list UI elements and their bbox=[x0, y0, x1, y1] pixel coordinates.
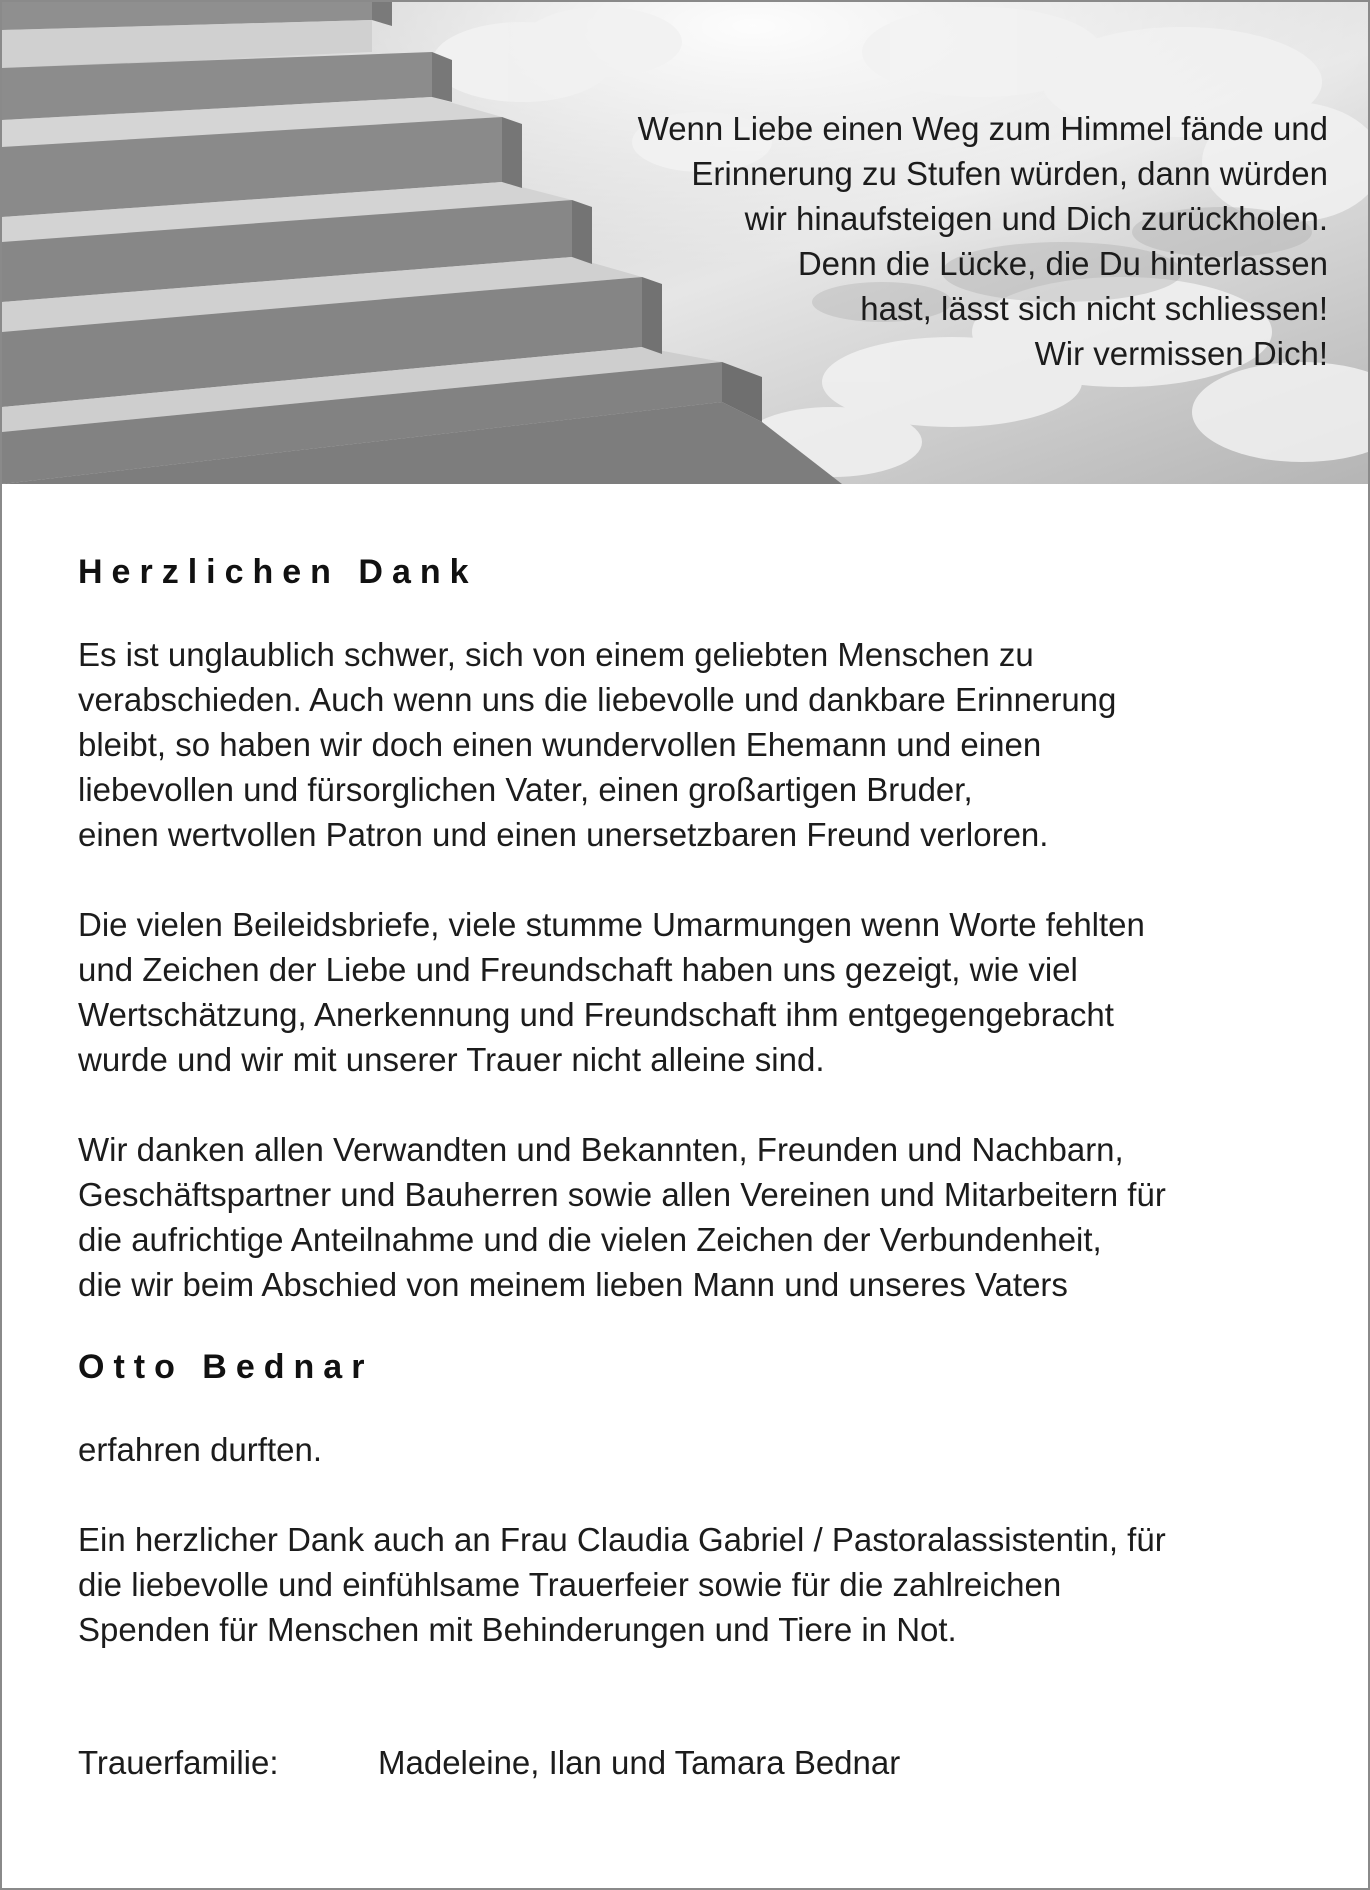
text-line: die liebevolle und einfühlsame Trauerfeier sowie für die zahlreichen bbox=[78, 1566, 1062, 1603]
thanks-heading: Herzlichen Dank bbox=[78, 553, 478, 591]
poem-line: hast, lässt sich nicht schliessen! bbox=[860, 290, 1328, 327]
text-line: und Zeichen der Liebe und Freundschaft haben uns gezeigt, wie viel bbox=[78, 951, 1078, 988]
paragraph-closing bbox=[78, 1427, 1318, 1472]
poem-line: Wenn Liebe einen Weg zum Himmel fände und bbox=[637, 110, 1328, 147]
text-line: Geschäftspartner und Bauherren sowie allen Vereinen und Mitarbeitern für bbox=[78, 1176, 1166, 1213]
text-line: Es ist unglaublich schwer, sich von einem geliebten Menschen zu bbox=[78, 636, 1034, 673]
paragraph-condolences bbox=[78, 902, 1318, 1082]
family-label: Trauerfamilie: bbox=[78, 1744, 279, 1781]
paragraph-gratitude bbox=[78, 1127, 1318, 1307]
text-line: Die vielen Beileidsbriefe, viele stumme Umarmungen wenn Worte fehlten bbox=[78, 906, 1145, 943]
text-line: Spenden für Menschen mit Behinderungen und Tiere in Not. bbox=[78, 1611, 957, 1648]
poem-line: Denn die Lücke, die Du hinterlassen bbox=[797, 245, 1328, 282]
poem-line: Wir vermissen Dich! bbox=[1034, 335, 1328, 372]
text-line: Wertschätzung, Anerkennung und Freundschaft ihm entgegengebracht bbox=[78, 996, 1114, 1033]
memorial-poem bbox=[428, 106, 1328, 376]
text-line: die wir beim Abschied von meinem lieben Mann und unseres Vaters bbox=[78, 1266, 1068, 1303]
text-line: verabschieden. Auch wenn uns die liebevolle und dankbare Erinnerung bbox=[78, 681, 1117, 718]
stairs-to-heaven-image bbox=[2, 2, 1368, 484]
text-line: wurde und wir mit unserer Trauer nicht alleine sind. bbox=[78, 1041, 825, 1078]
paragraph-special-thanks bbox=[78, 1517, 1318, 1652]
text-line: Ein herzlicher Dank auch an Frau Claudia Gabriel / Pastoralassistentin, für bbox=[78, 1521, 1166, 1558]
text-line: Wir danken allen Verwandten und Bekannten, Freunden und Nachbarn, bbox=[78, 1131, 1124, 1168]
paragraph-farewell bbox=[78, 632, 1318, 857]
text-line: einen wertvollen Patron und einen unersetzbaren Freund verloren. bbox=[78, 816, 1049, 853]
poem-line: Erinnerung zu Stufen würden, dann würden bbox=[691, 155, 1328, 192]
text-line: bleibt, so haben wir doch einen wundervollen Ehemann und einen bbox=[78, 726, 1042, 763]
text-line: erfahren durften. bbox=[78, 1431, 322, 1468]
deceased-name: Otto Bednar bbox=[78, 1348, 374, 1386]
text-line: liebevollen und fürsorglichen Vater, einen großartigen Bruder, bbox=[78, 771, 973, 808]
thanks-text bbox=[78, 547, 1318, 1785]
mourning-family bbox=[78, 1740, 1318, 1785]
family-names: Madeleine, Ilan und Tamara Bednar bbox=[378, 1744, 901, 1781]
text-line: die aufrichtige Anteilnahme und die vielen Zeichen der Verbundenheit, bbox=[78, 1221, 1102, 1258]
poem-line: wir hinaufsteigen und Dich zurückholen. bbox=[744, 200, 1328, 237]
